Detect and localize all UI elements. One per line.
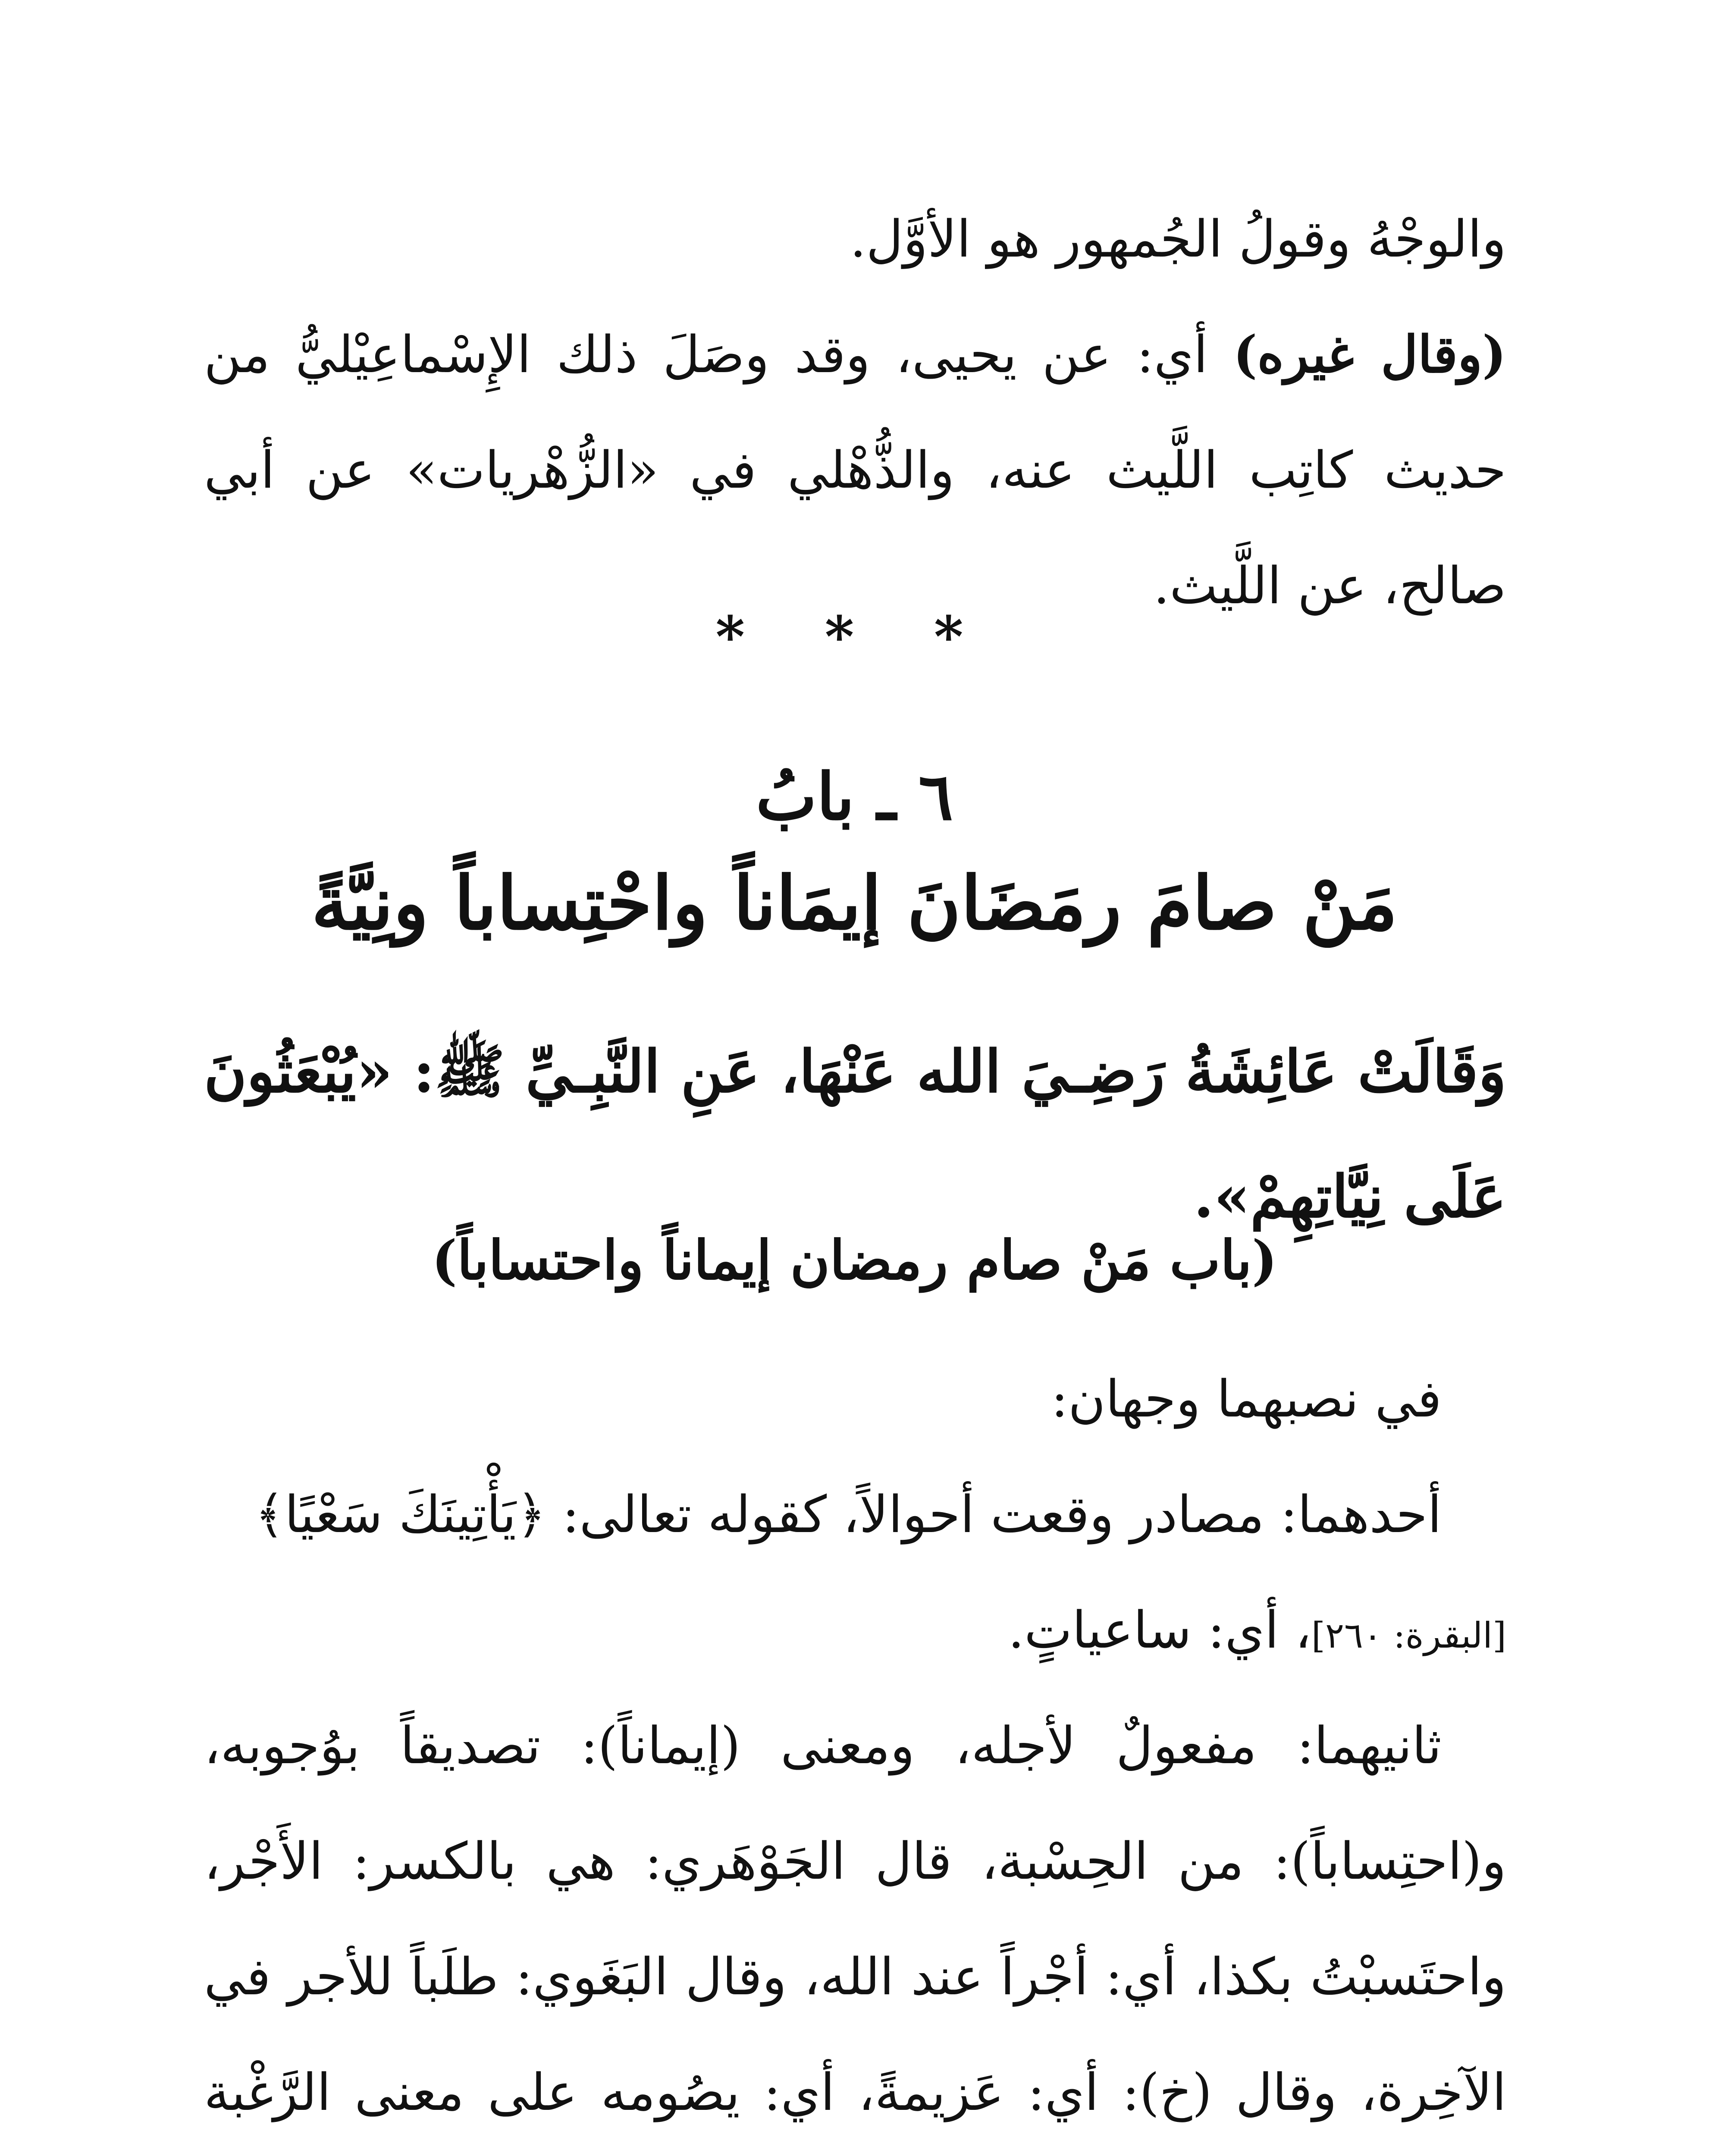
chapter-number: ٦ ـ بابُ: [756, 759, 953, 835]
text-line: [204, 1572, 1506, 1694]
commentary-heading: (باب مَنْ صام رمضان إيماناً واحتساباً): [431, 1229, 1278, 1292]
section-separator: * * *: [715, 604, 994, 670]
text-line: في نصبهما وجهان:: [1051, 1369, 1442, 1429]
paragraph-text: أي: عن يحيى، وقد وصَلَ ذلك الإِسْماعِيْليُّ من حديث كاتِب اللَّيث عنه، والذُّهْلي في «الزُّهْريات» عن أبي صالح، عن اللَّيث.: [204, 325, 1506, 615]
quran-reference: [البقرة: ٢٦٠]: [1311, 1615, 1506, 1656]
hadith-text: وَقَالَتْ عَائِشَةُ رَضِـيَ الله عَنْهَا، عَنِ النَّبِـيِّ ﷺ: «يُبْعَثُونَ عَلَى نِيَّاتِهِمْ».: [204, 1037, 1506, 1231]
paragraph-explanation: ثانيهما: مفعولٌ لأجله، ومعنى (إيماناً): تصديقاً بوُجوبه، و(احتِساباً): من الحِسْبة، قال الجَوْهَري: هي بالكسر: الأَجْر، واحتَسبْتُ بكذا، أي: أجْراً عند الله، وقال البَغَوي: طلَباً للأجر في الآخِرة، وقال (خ): أي: عَزيمةً، أي: يصُومه على معنى الرَّغْبة: [204, 1716, 1506, 2122]
text-line: أحدهما: مصادر وقعت أحوالاً، كقوله تعالى: ﴿يَأْتِينَكَ سَعْيًا﴾: [254, 1485, 1442, 1544]
text-fragment: ، أي: ساعياتٍ.: [1008, 1600, 1311, 1660]
text-line: والوجْهُ وقولُ الجُمهور هو الأوَّل.: [850, 209, 1506, 269]
bold-phrase: (وقال غيره): [1233, 324, 1506, 384]
chapter-title: مَنْ صامَ رمَضَانَ إيمَاناً واحْتِساباً ونِيَّةً: [311, 860, 1398, 946]
paragraph-wasl: [204, 297, 1506, 643]
